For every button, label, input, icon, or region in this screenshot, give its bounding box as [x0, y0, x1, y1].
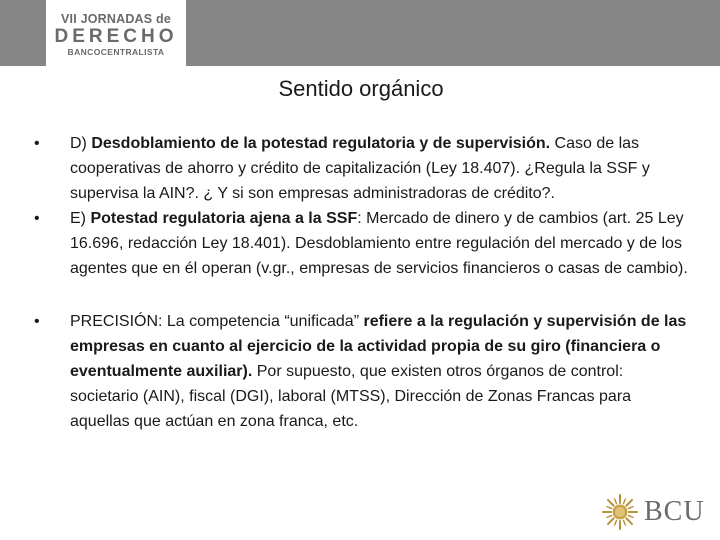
bullet-item — [30, 206, 690, 281]
bullet-text: Caso de las cooperativas de ahorro y crédito de capitalización (Ley 18.407). ¿Regula la SSF y supervisa la AIN?. ¿ Y si son empresas administradoras de crédito?. — [70, 135, 650, 202]
bullet-item — [30, 131, 690, 206]
event-logo — [46, 0, 186, 66]
logo-line-2: DERECHO — [54, 25, 178, 47]
bullet-list — [30, 131, 690, 434]
bullet-text: Por supuesto, que existen otros órganos de control: societario (AIN), fiscal (DGI), laboral (MTSS), Dirección de Zonas Francas para aquellas que actúan en zona franca, etc. — [70, 363, 632, 430]
bullet-bold-text: refiere a la regulación y supervisión de las empresas en cuanto al ejercicio de la actividad propia de su giro (financiera o eventualmente auxiliar). — [70, 313, 687, 380]
bullet-prefix: D) — [70, 135, 92, 152]
bullet-item — [30, 309, 690, 434]
bullet-prefix: PRECISIÓN: La competencia “unificada” — [70, 313, 364, 330]
bcu-logo — [602, 490, 714, 534]
bcu-text: BCU — [644, 496, 705, 527]
bullet-bold-text: Potestad regulatoria ajena a la SSF — [90, 210, 358, 227]
bullet-text: : Mercado de dinero y de cambios (art. 25 Ley 16.696, redacción Ley 18.401). Desdoblamiento entre regulación del mercado y de los agentes que en él operan (v.gr., empresas de servicios financieros o casas de cambio). — [70, 210, 688, 277]
bullet-prefix: E) — [70, 210, 91, 227]
header-band — [0, 0, 720, 66]
bullet-dot: • — [34, 210, 40, 227]
logo-line-3: BANCOCENTRALISTA — [67, 46, 165, 57]
bullet-bold-text: Desdoblamiento de la potestad regulatoria y de supervisión. — [91, 135, 551, 152]
logo-line-1: VII JORNADAS de — [61, 11, 171, 26]
slide-title: Sentido orgánico — [278, 76, 444, 101]
bullet-dot: • — [34, 313, 40, 330]
sun-emblem-icon — [602, 494, 638, 530]
bullet-dot: • — [34, 135, 40, 152]
